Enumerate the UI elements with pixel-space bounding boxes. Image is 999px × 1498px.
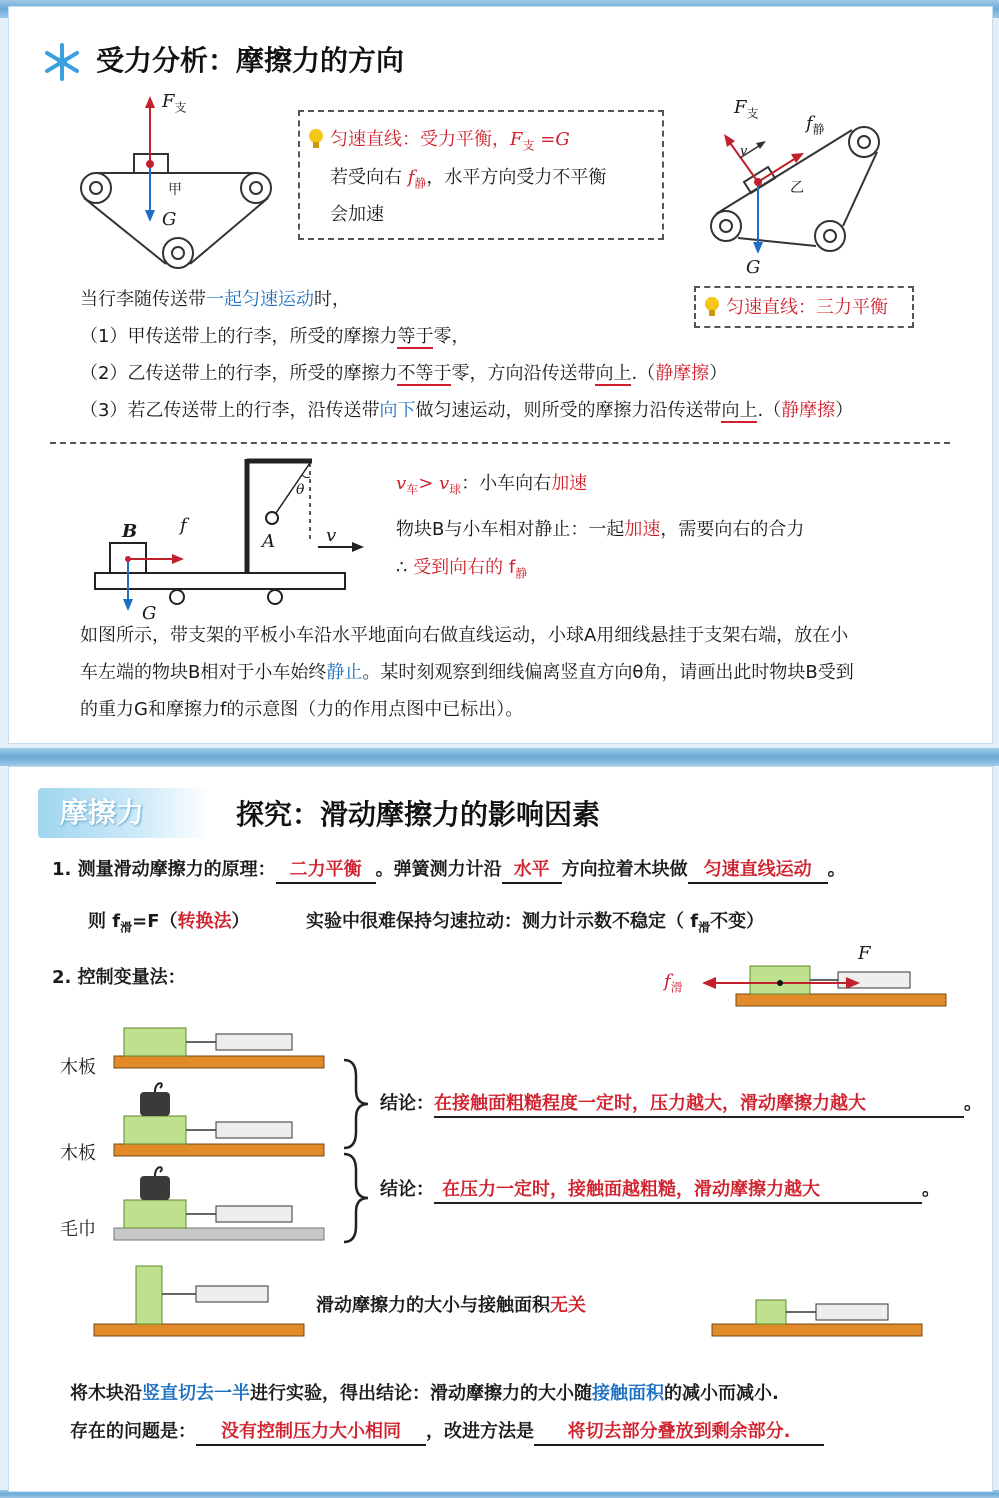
item1-conversion: 则 $f_滑=F$（转换法） bbox=[88, 911, 250, 935]
surface-label-3: 毛巾 bbox=[60, 1219, 96, 1240]
problem-para-line2: 车左端的物块B相对于小车始终静止。某时刻观察到细线偏离竖直方向θ角，请画出此时物块B受到 bbox=[80, 662, 854, 683]
problem-para-line3: 的重力G和摩擦力f的示意图（力的作用点图中已标出）。 bbox=[80, 699, 524, 720]
surface-label-1: 木板 bbox=[60, 1057, 96, 1078]
yi-support-force-label: $F_支$ bbox=[734, 97, 759, 121]
jia-gravity-label: G bbox=[162, 209, 177, 230]
force-f-label: $f_滑$ bbox=[664, 971, 683, 995]
middle-band bbox=[0, 748, 999, 766]
lightbulb-icon bbox=[308, 128, 324, 150]
question-2: （2）乙传送带上的行李，所受的摩擦力不等于零，方向沿传送带向上.（静摩擦） bbox=[80, 363, 728, 384]
experiment-1-diagram bbox=[110, 1022, 330, 1072]
item1-line: 1. 测量滑动摩擦力的原理： 二力平衡 。弹簧测力计沿 水平 方向拉着木块做 匀速直线运动 。 bbox=[52, 858, 846, 884]
jia-label: 甲 bbox=[168, 182, 182, 198]
badge-label: 摩擦力 bbox=[60, 796, 145, 829]
yi-label: 乙 bbox=[790, 180, 804, 196]
jia-support-force-label: $F_支$ bbox=[162, 91, 187, 115]
brace-symbols bbox=[338, 1056, 374, 1246]
yi-gravity-label: G bbox=[746, 257, 761, 278]
ball-a-label: A bbox=[262, 531, 275, 552]
cart-note-2: 物块B与小车相对静止：一起加速，需要向右的合力 bbox=[396, 519, 805, 540]
area-independence: 滑动摩擦力的大小与接触面积无关 bbox=[316, 1295, 586, 1316]
surface-label-2: 木板 bbox=[60, 1143, 96, 1164]
note2-text: 匀速直线：三力平衡 bbox=[726, 297, 888, 318]
note1-line3: 会加速 bbox=[330, 204, 384, 225]
cart-velocity-label: v bbox=[326, 525, 337, 546]
experiment-3-diagram bbox=[110, 1162, 330, 1246]
experiment-flat-block-diagram bbox=[708, 1292, 928, 1340]
friction-f-label: f bbox=[180, 515, 187, 536]
block-gravity-label: G bbox=[142, 603, 157, 624]
lightbulb-icon bbox=[704, 296, 720, 318]
note1-line1: 匀速直线：受力平衡，$F_支 =G$ bbox=[330, 129, 570, 153]
problem-para-line1: 如图所示，带支架的平板小车沿水平地面向右做直线运动，小球A用细线悬挂于支架右端，放在小 bbox=[80, 625, 849, 646]
problem-and-fix: 存在的问题是： 没有控制压力大小相同 ，改进方法是 将切去部分叠放到剩余部分. bbox=[70, 1420, 824, 1446]
conclusion-2: 结论： 在压力一定时，接触面越粗糙，滑动摩擦力越大 。 bbox=[380, 1178, 940, 1204]
section2-title: 探究：滑动摩擦力的影响因素 bbox=[236, 798, 601, 831]
question-intro: 当行李随传送带一起匀速运动时， bbox=[80, 289, 350, 310]
cart-note-1: $v_车> v_球$：小车向右加速 bbox=[396, 473, 588, 497]
question-3: （3）若乙传送带上的行李，沿传送带向下做匀速运动，则所受的摩擦力沿传送带向上.（静摩擦） bbox=[80, 400, 854, 421]
question-1: （1）甲传送带上的行李，所受的摩擦力等于零， bbox=[80, 326, 470, 347]
cart-note-3: ∴ 受到向右的 $f_静$ bbox=[396, 557, 528, 581]
section1-title: 受力分析：摩擦力的方向 bbox=[96, 44, 405, 77]
experiment-2-diagram bbox=[110, 1076, 330, 1160]
item1-note: 实验中很难保持匀速拉动：测力计示数不稳定（ $f_滑$不变） bbox=[306, 911, 765, 935]
item2-heading: 2. 控制变量法： bbox=[52, 967, 186, 988]
force-F-label: F bbox=[858, 943, 871, 964]
theta-label: θ bbox=[296, 482, 305, 498]
conclusion-1: 结论：在接触面粗糙程度一定时，压力越大，滑动摩擦力越大 。 bbox=[380, 1092, 982, 1118]
yi-static-friction-label: $f_静$ bbox=[806, 113, 825, 137]
cut-experiment: 将木块沿竖直切去一半进行实验，得出结论：滑动摩擦力的大小随接触面积的减小而减小. bbox=[70, 1383, 779, 1404]
experiment-vertical-block-diagram bbox=[90, 1262, 310, 1340]
force-balance-diagram bbox=[690, 956, 960, 1012]
note1-line2: 若受向右 $f_静$，水平方向受力不平衡 bbox=[330, 167, 607, 191]
yi-velocity-label: v bbox=[740, 144, 748, 159]
dashed-divider bbox=[50, 442, 950, 444]
snowflake-icon bbox=[42, 42, 82, 82]
block-b-label: B bbox=[122, 521, 138, 542]
